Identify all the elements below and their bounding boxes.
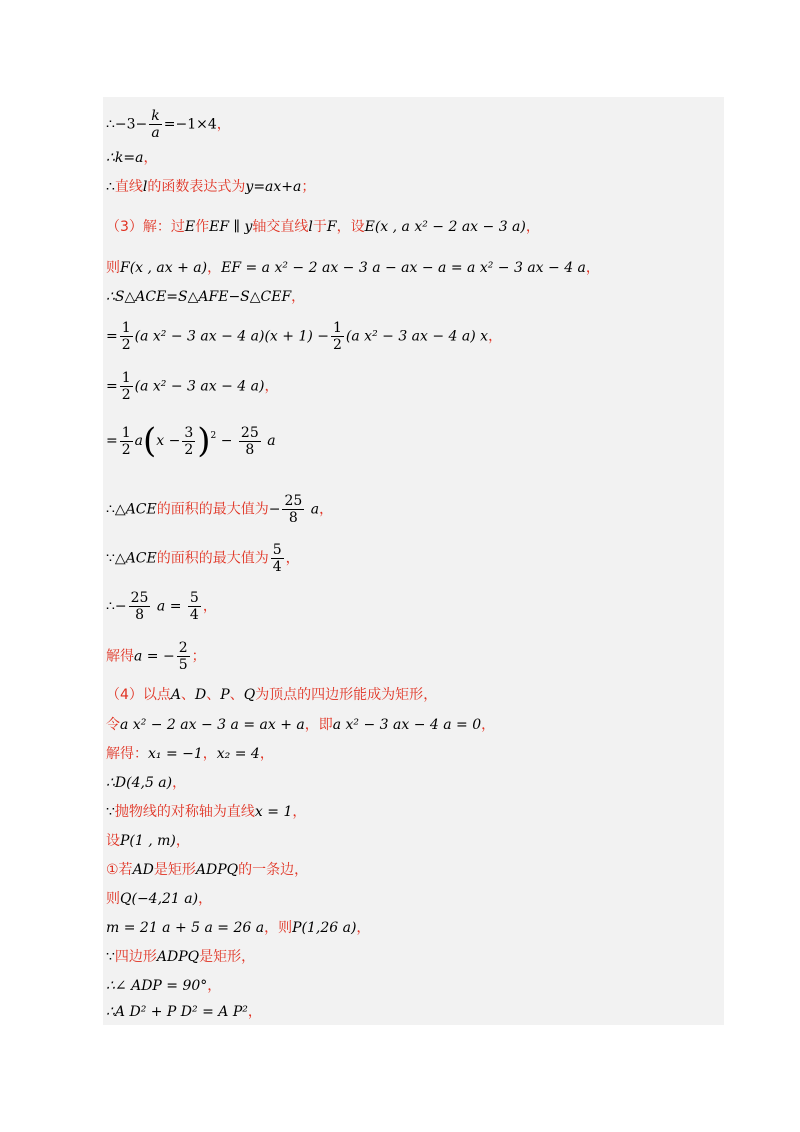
l7-frac-b: $\frac{1}{2}$ — [333, 320, 342, 353]
line-20: ①若AD是矩形ADPQ的一条边， — [106, 862, 309, 878]
line-12: ∴− $\frac{25}{8}$ a = $\frac{5}{4}$ ， — [106, 590, 217, 623]
l11-frac: $\frac{5}{4}$ — [272, 542, 282, 575]
line-8: = $\frac{1}{2}$ (a x² − 3 ax − 4 a)， — [106, 370, 279, 403]
line-21: 则Q(−4,21 a)， — [106, 891, 213, 907]
line-24: ∴∠ ADP = 90°， — [106, 978, 222, 994]
line-7: = $\frac{1}{2}$ (a x² − 3 ax − 4 a)(x + 1) − $\frac{1}{2}$ (a x² − 3 ax − 4 a) x， — [106, 320, 503, 353]
line-5: 则F(x , ax + a)，EF = a x² − 2 ax − 3 a − ax − a = a x² − 3 ax − 4 a， — [106, 260, 600, 276]
line-25: ∴A D² + P D² = A P²， — [106, 1004, 262, 1020]
l8-frac: $\frac{1}{2}$ — [121, 370, 131, 403]
line-2: ∴k=a， — [106, 150, 158, 166]
l9-frac-half: $\frac{1}{2}$ — [121, 424, 131, 458]
l13-frac: $\frac{2}{5}$ — [178, 640, 188, 673]
l9-paren-close: ) — [197, 421, 211, 461]
l1-fraction: $\frac{k}{a}$ — [151, 108, 160, 141]
line-23: ∵四边形ADPQ是矩形， — [106, 949, 256, 965]
l12-frac-b: $\frac{5}{4}$ — [189, 590, 199, 623]
line-4: （3）解：过E作EF ∥ y轴交直线l于F，设E(x , a x² − 2 ax − 3 a)， — [106, 219, 540, 235]
l1-pre: ∴−3− — [106, 116, 148, 133]
l9-frac-25-8: $\frac{25}{8}$ — [240, 424, 259, 458]
line-22: m = 21 a + 5 a = 26 a，则P(1,26 a)， — [106, 920, 371, 936]
line-3: ∴直线l的函数表达式为y=ax+a； — [106, 179, 316, 195]
line-10: ∴△ACE的面积的最大值为− $\frac{25}{8}$ a， — [106, 493, 334, 526]
line-6: ∴S△ACE=S△AFE−S△CEF， — [106, 289, 306, 305]
line-17: ∴D(4,5 a)， — [106, 775, 187, 791]
line-14: （4）以点A、D、P、Q为顶点的四边形能成为矩形， — [106, 687, 438, 703]
line-11: ∵△ACE的面积的最大值为 $\frac{5}{4}$ ， — [106, 542, 300, 575]
l9-paren-open: ( — [143, 421, 157, 461]
line-18: ∵抛物线的对称轴为直线x = 1， — [106, 804, 307, 820]
line-13: 解得a = − $\frac{2}{5}$ ； — [106, 640, 206, 673]
l12-frac-a: $\frac{25}{8}$ — [130, 590, 149, 623]
l7-frac-a: $\frac{1}{2}$ — [121, 320, 131, 353]
line-1: ∴−3− $\frac{k}{a}$ =−1×4， — [106, 108, 231, 141]
line-9: = $\frac{1}{2}$ a(x − $\frac{3}{2}$ )$^2$ − $\frac{25}{8}$ a — [106, 421, 276, 461]
l10-frac: $\frac{25}{8}$ — [284, 493, 303, 526]
line-19: 设P(1 , m)， — [106, 833, 190, 849]
l9-frac-three-halves: $\frac{3}{2}$ — [184, 424, 194, 458]
line-16: 解得：x₁ = −1，x₂ = 4， — [106, 746, 274, 762]
line-15: 令a x² − 2 ax − 3 a = ax + a，即a x² − 3 ax − 4 a = 0， — [106, 717, 496, 733]
